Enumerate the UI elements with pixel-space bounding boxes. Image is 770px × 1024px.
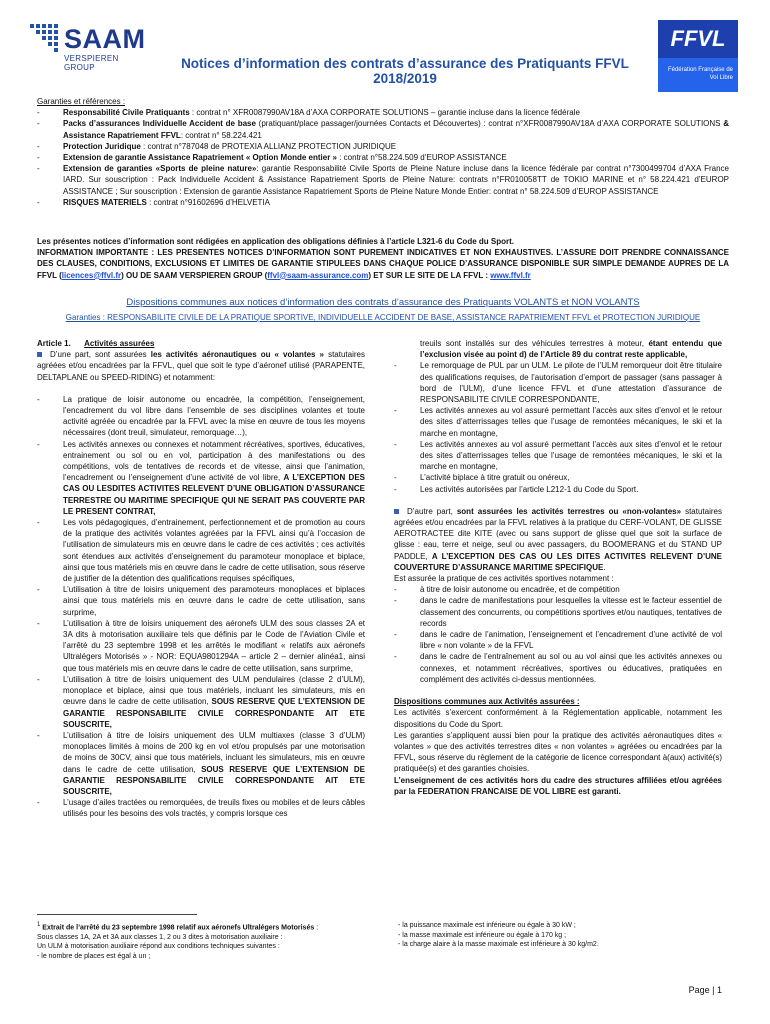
list-item: - Les activités annexes ou connexes et notamment récréatives, sportives, éducatives, entrainement ou sol ou en vol, participation à des manifestations ou des compétitions, vols de tentatives de records et de vitesse, ainsi que l’animation, l’encadrement ou l’enseignement d’une activité de vol libre, A L’EXCEPTION DES CAS OU LESDITES ACTIVITES RELEVENT D’UNE OBLIGATION D’ASSURANCE TERRESTRE OU MARITIME SPECIFIQUE QUI NE SERAIT PAS COUVERTE PAR LE PRESENT CONTRAT, <box>37 439 365 517</box>
reference-item: - Extension de garantie Assistance Rapatriement « Option Monde entier » : contrat n°58.224.509 d’EUROP ASSISTANCE <box>37 152 729 163</box>
non-flying-paragraph: D’autre part, sont assurées les activités terrestres ou «non-volantes» statutaires agréées et/ou encadrées par la FFVL relatives à la pratique du CERF-VOLANT, DE GLISSE AEROTRACTEE dite KITE (avec ou sans support de glisse quel que soit la surface de glisse : eau, terre et neige, seul ou avec passagers, du BOOMERANG et du STAND UP PADDLE, A L’EXCEPTION DES CAS OU LES DITES ACTIVITES RELEVENT D’UNE COUVERTURE D’ASSURANCE MARITIME SPECIFIQUE. <box>394 506 722 572</box>
footnote-title: $^1$ Extrait de l’arrêté du 23 septembre 1998 relatif aux aéronefs Ultralégers Motorisés : <box>37 922 319 932</box>
common-provisions-paragraph: Les activités s’exercent conformément à la Réglementation applicable, notamment les dispositions du Code du Sport. <box>394 708 722 729</box>
footnote-divider <box>37 914 197 915</box>
list-item: - L’usage d’ailes tractées ou remorquées, de treuils fixes ou mobiles et de leurs câbles utilisés pour les besoins des vols tractés, y compris lorsque ces <box>37 797 365 819</box>
list-item: - à titre de loisir autonome ou encadrée, et de compétition <box>394 584 722 595</box>
saam-wordmark: SAAM <box>64 24 146 54</box>
bullet-square-icon <box>37 352 42 357</box>
intro-paragraph: D’une part, sont assurées les activités aéronautiques ou « volantes » statutaires agréées et/ou encadrées par la FFVL, quel que soit le type d’aéronef utilisé (PARAPENTE, DELTAPLANE ou SPEED-RIDING) et notamment: <box>37 350 365 382</box>
ffvl-wordmark: FFVL <box>658 20 738 58</box>
saam-emblem-icon <box>28 22 62 56</box>
references-section <box>37 96 729 208</box>
footnote-right <box>398 921 738 950</box>
reference-item: - Packs d’assurances Individuelle Accident de base (pratiquant/place passager/journées Contacts et Découvertes) : contrat n°XFR0087990AV18A d’AXA CORPORATE SOLUTIONS & Assistance Rapatriement FFVL: contrat n° 58.224.421 <box>37 118 729 140</box>
common-provisions-paragraph: L’enseignement de ces activités hors du cadre des structures affiliées et/ou agréées par la FEDERATION FRANCAISE DE VOL LIBRE est garanti. <box>394 775 722 796</box>
ffvl-site-link[interactable]: www.ffvl.fr <box>490 270 531 280</box>
ffvl-logo <box>658 20 738 92</box>
list-item: - La pratique de loisir autonome ou encadrée, la compétition, l’enseignement, l’encadrement du vol libre dans l’ensemble de ses disciplines volantes et toute activité agréée ou encadrée par la FFVL avec la mise en œuvre de tous les moyens nécessaires (dont treuil, simulateur, remorquage…), <box>37 394 365 439</box>
list-item: - dans le cadre de l’animation, l’enseignement et l’encadrement d’une activité de vol libre « non volante » de la FFVL <box>394 629 722 651</box>
right-column <box>394 338 722 797</box>
reference-item: - Responsabilité Civile Pratiquants : contrat n° XFR0087990AV18A d’AXA CORPORATE SOLUTIONS – garantie incluse dans la licence fédérale <box>37 107 729 118</box>
footnote-line: - le nombre de places est égal à un ; <box>37 952 151 960</box>
ffvl-subtitle: Fédération Française de Vol Libre <box>658 58 738 92</box>
notice-line-2: INFORMATION IMPORTANTE : LES PRESENTES NOTICES D’INFORMATION SONT PUREMENT INDICATIVES ET NON EXHAUSTIVES. L’ASSURE DOIT PRENDRE CONNAISSANCE DES CLAUSES, CONDITIONS, EXCLUSIONS ET LIMITES DE GARANTIE STIPULEES DANS CHAQUE POLICE D’ASSURANCE DISPONIBLE SUR SIMPLE DEMANDE AUPRES DE LA FFVL (licences@ffvl.fr) OU DE SAAM VERSPIEREN GROUP (ffvl@saam-assurance.com) ET SUR LE SITE DE LA FFVL : www.ffvl.fr <box>37 248 729 280</box>
licences-email-link[interactable]: licences@ffvl.fr <box>61 270 122 280</box>
references-list <box>37 107 729 208</box>
list-item: - Les vols pédagogiques, d’entrainement, perfectionnement et de promotion au cours de la pratique des activités volantes agréées par la FFVL ainsi qu’à l’occasion de l’utilisation de simulateurs mis en œuvre dans le cadre de ces activités ; ces activités sont étendues aux activités d’enseignement du paramoteur monoplace et biplace, ainsi que tous matériels mis en œuvre dans le cadre de cette utilisation, sous réserve de justifier de la détention des qualifications requises spécifiques, <box>37 517 365 584</box>
footnote-line: Sous classes 1A, 2A et 3A aux classes 1, 2 ou 3 dites à motorisation auxiliaire : <box>37 933 283 941</box>
notice-line-1: Les présentes notices d’information sont rédigées en application des obligations définies à l’article L321-6 du Code du Sport. <box>37 237 514 246</box>
page-number: Page | 1 <box>688 985 722 995</box>
footnote-line: Un ULM à motorisation auxiliaire répond aux conditions techniques suivantes : <box>37 943 280 951</box>
list-item: - dans le cadre de l’entraînement au sol ou au vol ainsi que les activités annexes ou connexes, et notamment récréatives, sportives ou éducatives, pratiquées en complément des activités ci-dessus mentionnées. <box>394 651 722 685</box>
list-item: - Les activités annexes au vol assuré permettant l’accès aux sites d’envol et le retour des sites d’atterrissages telles que l’usage de remontées mécaniques, le ski et la marche en montagne, <box>394 439 722 473</box>
saam-email-link[interactable]: ffvl@saam-assurance.com <box>267 270 369 280</box>
bullet-square-icon <box>394 509 399 514</box>
common-provisions-paragraph: Les garanties s’appliquent aussi bien pour la pratique des activités aéronautiques dites « volantes » que des activités terrestres dites « non volantes » agréées ou encadrées par la FFVL, sous réserve du règlement de la catégorie de licence correspondant à(aux) activité(s) pratiquée(s) et des garanties choisies. <box>394 730 722 774</box>
footnote-line: - la puissance maximale est inférieure ou égale à 30 kW ; <box>398 922 576 929</box>
saam-subtitle: VERSPIEREN GROUP <box>64 54 119 72</box>
footnote-left <box>37 921 377 961</box>
left-column <box>37 338 365 820</box>
activities-intro: Est assurée la pratique de ces activités sportives notamment : <box>394 574 614 584</box>
list-item: - L’utilisation à titre de loisirs uniquement des aéronefs ULM des sous classes 2A et 3A dits à motorisation auxiliaire tels que définis par le Code de l’Aviation Civile et l’arrêté du 23 septembre 1998 et les arrêtés le modifiant « relatifs aux aéronefs Ultralégers Motorisés » - NOR: EQUA9801294A – article 2 – dernier alinéa1, ainsi que tous matériels mis en œuvre dans le cadre de cette utilisation, sans surprime, <box>37 618 365 674</box>
footnote-line: - la charge alaire à la masse maximale est inférieure à 30 kg/m2. <box>398 941 599 948</box>
list-item: - L’activité biplace à titre gratuit ou onéreux, <box>394 472 722 483</box>
list-item: - Les activités annexes au vol assuré permettant l’accès aux sites d’envol et le retour des sites d’atterrissages telles que l’usage de remontées mécaniques, le ski et la marche en montagne, <box>394 405 722 439</box>
reference-item: - Extension de garanties «Sports de pleine nature»: garantie Responsabilité Civile Sports de Pleine Nature incluse dans la licence fédérale par contrat n°7300499704 d’AXA France IARD. Sur souscription : Pack Individuelle Accident & Assistance Rapatriement Sports de Pleine Nature: contrats n°FR010058TT de TOKIO MARINE et n° 58.224.421 d’EUROP ASSISTANCE ; Sur souscription : Extension de garantie Assistance Rapatriement Sports de Pleine Nature Monde Entier: contrat n° 58.224.509 d’EUROP ASSISTANCE <box>37 163 729 197</box>
list-item: - dans le cadre de manifestations pour lesquelles la vitesse est le facteur essentiel de classement des concurrents, ou compétitions sportives et/ou nautiques, tentatives de records <box>394 595 722 629</box>
list-item: - Les activités autorisées par l’article L212-1 du Code du Sport. <box>394 484 722 495</box>
footnote-line: - la masse maximale est inférieure ou égale à 170 kg ; <box>398 931 567 939</box>
dispositions-title: Dispositions communes aux notices d’information des contrats d’assurance des Pratiquants VOLANTS et NON VOLANTS <box>126 297 640 308</box>
list-item: - L’utilisation à titre de loisirs uniquement des paramoteurs monoplaces et biplaces ainsi que tous matériels mis en œuvre dans le cadre de cette utilisation, sans surprime, <box>37 584 365 618</box>
list-item: - L’utilisation à titre de loisirs uniquement des ULM multiaxes (classe 3 d’ULM) monoplaces limités à moins de 200 kg en vol et/ou propulsés par une motorisation de moins de 30CV, ainsi que tous matériels, incluant les simulateurs, mis en œuvre dans le cadre de cette utilisation, SOUS RESERVE QUE L’EXTENSION DE GARANTIE RESPONSABILITE CIVILE CORRESPONDANTE AIT ETE SOUSCRITE, <box>37 730 365 797</box>
references-heading: Garanties et références : <box>37 97 126 106</box>
article-heading: Article 1. Activités assurées <box>37 339 155 348</box>
reference-item: - RISQUES MATERIELS : contrat n°91602696 d’HELVETIA <box>37 197 729 208</box>
important-notice <box>37 236 729 281</box>
saam-logo <box>28 18 148 70</box>
dispositions-subtitle: Garanties : RESPONSABILITE CIVILE DE LA PRATIQUE SPORTIVE, INDIVIDUELLE ACCIDENT DE BASE, ASSISTANCE RAPATRIEMENT FFVL et PROTECTION JURIDIQUE <box>65 313 701 322</box>
list-item: - L’utilisation à titre de loisirs uniquement des ULM pendulaires (classe 2 d’ULM), monoplace et biplace, ainsi que tous matériels, incluant les simulateurs, mis en œuvre dans le cadre de cette utilisation, SOUS RESERVE QUE L’EXTENSION DE GARANTIE RESPONSABILITE CIVILE CORRESPONDANTE AIT ETE SOUSCRITE, <box>37 674 365 730</box>
continued-item: treuils sont installés sur des véhicules terrestres à moteur, étant entendu que l’exclusion visée au point d) de l’Article 89 du contrat reste applicable, <box>420 339 723 360</box>
document-title: Notices d’information des contrats d’assurance des Pratiquants FFVL 2018/2019 <box>181 56 629 86</box>
reference-item: - Protection Juridique : contrat n°787048 de PROTEXIA ALLIANZ PROTECTION JURIDIQUE <box>37 141 729 152</box>
common-provisions-heading: Dispositions communes aux Activités assurées : <box>394 697 580 707</box>
list-item: - Le remorquage de PUL par un ULM. Le pilote de l’ULM remorqueur doit être titulaire des qualifications requises, de l’autorisation d’emport de passager (sans passager à bord de l’ULM), d’une licence FFVL et d’une attestation d’assurance de RESPONSABILITE CIVILE CORRESPONDANTE, <box>394 360 722 405</box>
